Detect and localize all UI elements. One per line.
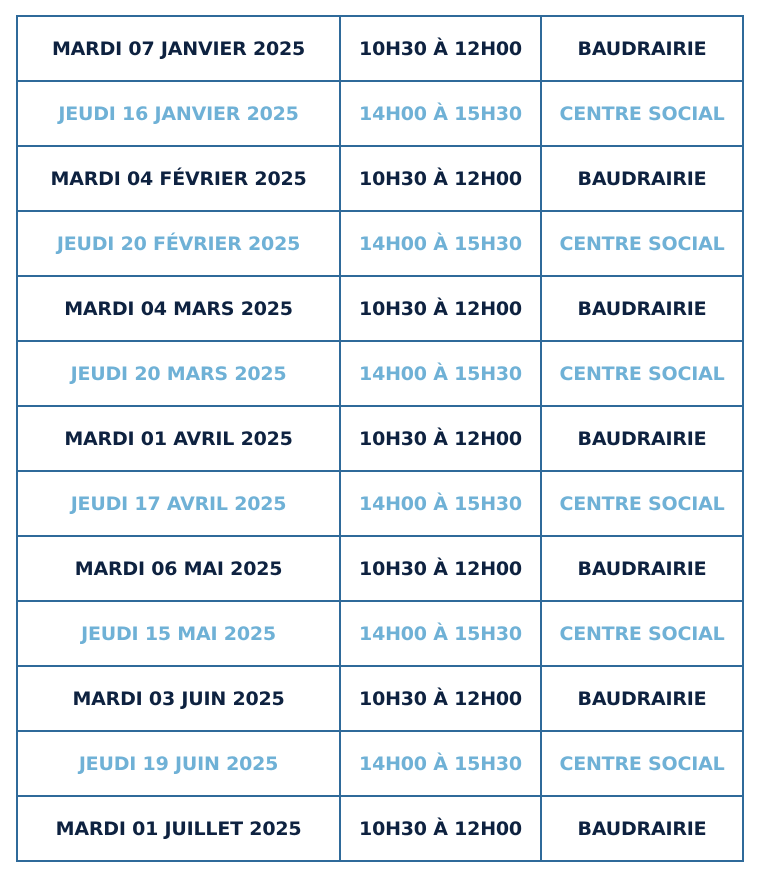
schedule-row <box>17 16 743 81</box>
date-cell: JEUDI 19 JUIN 2025 <box>17 731 340 796</box>
time-cell: 10H30 À 12H00 <box>340 536 541 601</box>
schedule-body <box>17 16 743 861</box>
time-cell: 14H00 À 15H30 <box>340 211 541 276</box>
schedule-row <box>17 276 743 341</box>
place-cell: BAUDRAIRIE <box>541 536 743 601</box>
time-cell: 10H30 À 12H00 <box>340 666 541 731</box>
schedule-table <box>16 15 744 862</box>
time-cell: 14H00 À 15H30 <box>340 601 541 666</box>
schedule-row <box>17 536 743 601</box>
time-cell: 14H00 À 15H30 <box>340 471 541 536</box>
schedule-row <box>17 731 743 796</box>
time-cell: 10H30 À 12H00 <box>340 406 541 471</box>
schedule-row <box>17 146 743 211</box>
date-cell: JEUDI 20 FÉVRIER 2025 <box>17 211 340 276</box>
schedule-row <box>17 666 743 731</box>
date-cell: MARDI 01 AVRIL 2025 <box>17 406 340 471</box>
place-cell: BAUDRAIRIE <box>541 406 743 471</box>
place-cell: CENTRE SOCIAL <box>541 601 743 666</box>
place-cell: BAUDRAIRIE <box>541 796 743 861</box>
schedule-row <box>17 471 743 536</box>
date-cell: JEUDI 20 MARS 2025 <box>17 341 340 406</box>
place-cell: CENTRE SOCIAL <box>541 211 743 276</box>
date-cell: MARDI 06 MAI 2025 <box>17 536 340 601</box>
time-cell: 10H30 À 12H00 <box>340 146 541 211</box>
place-cell: CENTRE SOCIAL <box>541 471 743 536</box>
schedule-row <box>17 601 743 666</box>
date-cell: JEUDI 15 MAI 2025 <box>17 601 340 666</box>
schedule-row <box>17 341 743 406</box>
place-cell: BAUDRAIRIE <box>541 16 743 81</box>
place-cell: BAUDRAIRIE <box>541 666 743 731</box>
place-cell: CENTRE SOCIAL <box>541 81 743 146</box>
time-cell: 14H00 À 15H30 <box>340 81 541 146</box>
date-cell: MARDI 01 JUILLET 2025 <box>17 796 340 861</box>
place-cell: BAUDRAIRIE <box>541 146 743 211</box>
time-cell: 10H30 À 12H00 <box>340 276 541 341</box>
date-cell: JEUDI 16 JANVIER 2025 <box>17 81 340 146</box>
date-cell: JEUDI 17 AVRIL 2025 <box>17 471 340 536</box>
time-cell: 10H30 À 12H00 <box>340 16 541 81</box>
time-cell: 14H00 À 15H30 <box>340 731 541 796</box>
schedule-row <box>17 211 743 276</box>
schedule-row <box>17 81 743 146</box>
schedule-row <box>17 406 743 471</box>
place-cell: BAUDRAIRIE <box>541 276 743 341</box>
schedule-row <box>17 796 743 861</box>
place-cell: CENTRE SOCIAL <box>541 731 743 796</box>
time-cell: 10H30 À 12H00 <box>340 796 541 861</box>
date-cell: MARDI 04 FÉVRIER 2025 <box>17 146 340 211</box>
time-cell: 14H00 À 15H30 <box>340 341 541 406</box>
date-cell: MARDI 03 JUIN 2025 <box>17 666 340 731</box>
place-cell: CENTRE SOCIAL <box>541 341 743 406</box>
date-cell: MARDI 07 JANVIER 2025 <box>17 16 340 81</box>
date-cell: MARDI 04 MARS 2025 <box>17 276 340 341</box>
